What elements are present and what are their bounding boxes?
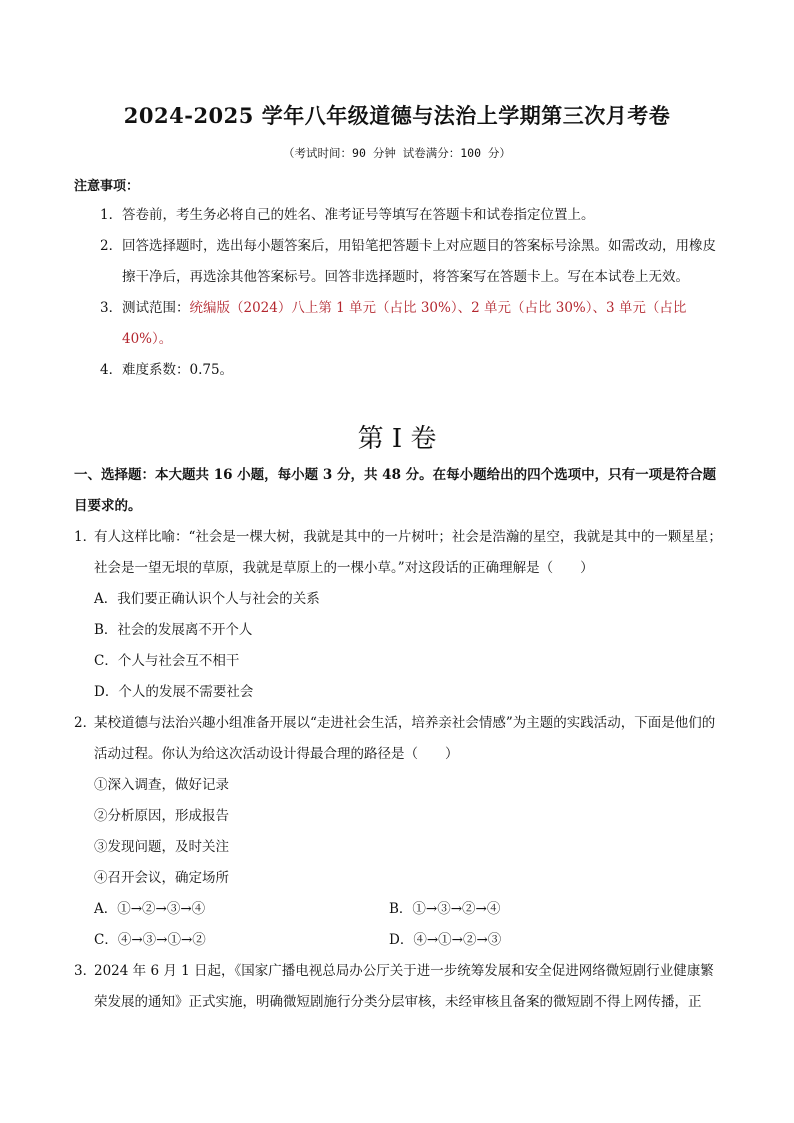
- notice-item: [74, 293, 724, 355]
- notice-item: [74, 231, 724, 293]
- statement-4: ④召开会议，确定场所: [94, 870, 229, 886]
- notice-item: [74, 355, 724, 386]
- question-stem: 有人这样比喻：“社会是一棵大树，我就是其中的一片树叶；社会是浩瀚的星空，我就是其中的一颗星星；社会是一望无垠的草原，我就是草原上的一棵小草。”对这段话的正确理解是（ ）: [94, 529, 722, 576]
- question-number: 3．: [74, 963, 97, 979]
- volume-title: 第 I 卷: [357, 424, 437, 454]
- option-d: D．个人的发展不需要社会: [94, 684, 254, 700]
- option-c: C．④→③→①→②: [94, 932, 206, 948]
- question-2: [74, 708, 724, 956]
- question-stem: 某校道德与法治兴趣小组准备开展以“走进社会生活，培养亲社会情感”为主题的实践活动，下面是他们的活动过程。你认为给这次活动设计得最合理的路径是（ ）: [94, 715, 716, 762]
- statement-3: ③发现问题，及时关注: [94, 839, 229, 855]
- question-3: [74, 956, 724, 1018]
- notice-text: 答卷前，考生务必将自己的姓名、准考证号等填写在答题卡和试卷指定位置上。: [122, 207, 595, 223]
- page-title: 2024-2025 学年八年级道德与法治上学期第三次月考卷: [123, 103, 671, 128]
- exam-info: （考试时间：90 分钟 试卷满分：100 分）: [283, 146, 511, 160]
- notice-heading: 注意事项：: [74, 179, 140, 194]
- notice-text: [122, 293, 724, 355]
- option-a: A．①→②→③→④: [94, 901, 206, 917]
- option-b: B．①→③→②→④: [389, 901, 501, 917]
- notice-text: 难度系数：0.75。: [122, 362, 234, 378]
- notice-number: 3．: [100, 300, 123, 316]
- section-heading: 一、选择题：本大题共 16 小题，每小题 3 分，共 48 分。在每小题给出的四个选项中，只有一项是符合题目要求的。: [74, 467, 717, 514]
- statement-1: ①深入调查，做好记录: [94, 777, 229, 793]
- question-number: 1．: [74, 529, 97, 545]
- scope-detail: 统编版（2024）八上第 1 单元（占比 30%）、2 单元（占比 30%）、3 单元（占比 40%）。: [122, 300, 687, 347]
- statement-2: ②分析原因，形成报告: [94, 808, 229, 824]
- option-b: B．社会的发展离不开个人: [94, 622, 253, 638]
- notice-number: 4．: [100, 362, 123, 378]
- options-row-1: [94, 894, 724, 925]
- question-number: 2．: [74, 715, 97, 731]
- notice-list: [74, 200, 724, 386]
- option-d: D．④→①→②→③: [389, 932, 502, 948]
- options-row-2: [94, 925, 724, 956]
- notice-text: 回答选择题时，选出每小题答案后，用铅笔把答题卡上对应题目的答案标号涂黑。如需改动，用橡皮擦干净后，再选涂其他答案标号。回答非选择题时，将答案写在答题卡上。写在本试卷上无效。: [122, 238, 716, 285]
- notice-number: 1．: [100, 207, 123, 223]
- question-stem: 2024 年 6 月 1 日起，《国家广播电视总局办公厅关于进一步统筹发展和安全促进网络微短剧行业健康繁荣发展的通知》正式实施，明确微短剧施行分类分层审核，未经审核且备案的微短剧不得上网传播，正: [94, 963, 714, 1010]
- notice-number: 2．: [100, 238, 123, 254]
- question-1: [74, 522, 724, 708]
- notice-item: [74, 200, 724, 231]
- option-a: A．我们要正确认识个人与社会的关系: [94, 591, 320, 607]
- option-c: C．个人与社会互不相干: [94, 653, 240, 669]
- scope-label: 测试范围：: [122, 300, 190, 316]
